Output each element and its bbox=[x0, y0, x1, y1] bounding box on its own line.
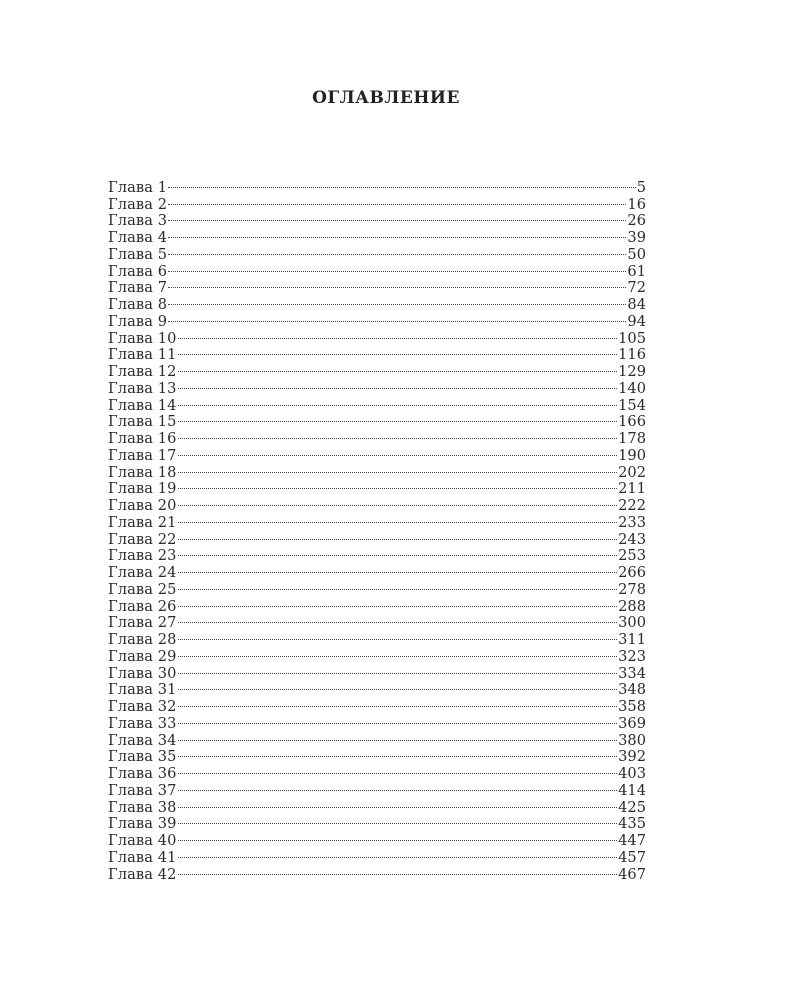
toc-dot-leader bbox=[178, 527, 618, 544]
toc-entry[interactable] bbox=[108, 493, 646, 510]
toc-entry-page-number: 348 bbox=[618, 681, 646, 695]
toc-dot-leader bbox=[178, 460, 618, 477]
toc-entry[interactable] bbox=[108, 711, 646, 728]
toc-dot-leader bbox=[178, 812, 618, 829]
toc-entry-label: Глава 39 bbox=[108, 815, 177, 829]
toc-entry-page-number: 243 bbox=[618, 530, 646, 544]
toc-dot-leader bbox=[178, 410, 618, 427]
toc-entry-label: Глава 11 bbox=[108, 346, 177, 360]
toc-dot-leader bbox=[178, 326, 618, 343]
toc-entry-page-number: 300 bbox=[618, 614, 646, 628]
toc-entry-page-number: 447 bbox=[618, 832, 646, 845]
toc-entry-page-number: 166 bbox=[618, 413, 646, 427]
toc-dot-leader bbox=[178, 845, 618, 862]
toc-entry-page-number: 116 bbox=[618, 346, 646, 360]
toc-entry[interactable] bbox=[108, 560, 646, 577]
toc-entry-page-number: 94 bbox=[627, 312, 646, 326]
toc-entry-label: Глава 32 bbox=[108, 698, 177, 711]
toc-entry-label: Глава 9 bbox=[108, 312, 168, 326]
toc-entry[interactable] bbox=[108, 862, 646, 879]
toc-entry-label: Глава 13 bbox=[108, 379, 177, 393]
toc-entry[interactable] bbox=[108, 778, 646, 795]
toc-entry[interactable] bbox=[108, 359, 646, 376]
toc-dot-leader bbox=[178, 393, 618, 410]
toc-entry-label: Глава 28 bbox=[108, 631, 177, 644]
toc-entry-label: Глава 29 bbox=[108, 647, 177, 661]
toc-entry-page-number: 26 bbox=[627, 212, 646, 226]
toc-dot-leader bbox=[178, 711, 618, 728]
toc-entry[interactable] bbox=[108, 678, 646, 695]
toc-entry-label: Глава 34 bbox=[108, 731, 177, 745]
toc-dot-leader bbox=[168, 276, 626, 293]
toc-dot-leader bbox=[178, 477, 618, 494]
toc-entry[interactable] bbox=[108, 728, 646, 745]
toc-entry[interactable] bbox=[108, 292, 646, 309]
toc-dot-leader bbox=[178, 426, 618, 443]
toc-entry-label: Глава 37 bbox=[108, 781, 177, 795]
toc-dot-leader bbox=[178, 560, 618, 577]
toc-dot-leader bbox=[178, 728, 618, 745]
toc-dot-leader bbox=[178, 577, 618, 594]
toc-entry-label: Глава 1 bbox=[108, 178, 168, 192]
toc-entry-label: Глава 16 bbox=[108, 430, 177, 443]
toc-dot-leader bbox=[178, 611, 618, 628]
toc-dot-leader bbox=[168, 309, 626, 326]
toc-entry[interactable] bbox=[108, 644, 646, 661]
toc-entry-label: Глава 19 bbox=[108, 480, 177, 494]
toc-dot-leader bbox=[168, 192, 626, 209]
toc-entry-label: Глава 10 bbox=[108, 329, 177, 343]
toc-entry-page-number: 266 bbox=[618, 564, 646, 577]
toc-dot-leader bbox=[178, 795, 618, 812]
toc-entry-page-number: 140 bbox=[618, 379, 646, 393]
toc-entry-label: Глава 38 bbox=[108, 798, 177, 812]
toc-entry-page-number: 392 bbox=[618, 748, 646, 762]
toc-entry-label: Глава 33 bbox=[108, 714, 177, 728]
toc-entry-label: Глава 14 bbox=[108, 396, 177, 410]
toc-entry[interactable] bbox=[108, 393, 646, 410]
toc-entry[interactable] bbox=[108, 343, 646, 360]
toc-entry-page-number: 129 bbox=[618, 363, 646, 376]
toc-entry-page-number: 39 bbox=[627, 229, 646, 242]
toc-entry[interactable] bbox=[108, 761, 646, 778]
toc-entry-label: Глава 30 bbox=[108, 664, 177, 678]
toc-entry[interactable] bbox=[108, 594, 646, 611]
toc-entry[interactable] bbox=[108, 828, 646, 845]
toc-entry[interactable] bbox=[108, 845, 646, 862]
toc-entry-page-number: 72 bbox=[627, 279, 646, 293]
toc-dot-leader bbox=[178, 661, 618, 678]
toc-entry[interactable] bbox=[108, 460, 646, 477]
toc-entry-page-number: 403 bbox=[618, 765, 646, 778]
table-of-contents bbox=[108, 175, 646, 879]
toc-entry[interactable] bbox=[108, 477, 646, 494]
toc-entry-page-number: 414 bbox=[618, 781, 646, 795]
toc-entry[interactable] bbox=[108, 443, 646, 460]
toc-dot-leader bbox=[178, 678, 618, 695]
toc-entry-label: Глава 40 bbox=[108, 832, 177, 845]
toc-entry-label: Глава 22 bbox=[108, 530, 177, 544]
toc-dot-leader bbox=[178, 644, 618, 661]
toc-entry-label: Глава 15 bbox=[108, 413, 177, 427]
toc-entry[interactable] bbox=[108, 577, 646, 594]
toc-entry-page-number: 323 bbox=[618, 647, 646, 661]
toc-entry-page-number: 84 bbox=[627, 296, 646, 309]
toc-dot-leader bbox=[178, 376, 618, 393]
toc-entry-label: Глава 23 bbox=[108, 547, 177, 561]
toc-entry[interactable] bbox=[108, 276, 646, 293]
toc-entry-page-number: 154 bbox=[618, 396, 646, 410]
toc-entry-page-number: 425 bbox=[618, 798, 646, 812]
toc-dot-leader bbox=[178, 745, 618, 762]
toc-entry-page-number: 278 bbox=[618, 580, 646, 594]
toc-entry-label: Глава 41 bbox=[108, 848, 177, 862]
toc-dot-leader bbox=[178, 359, 618, 376]
toc-entry[interactable] bbox=[108, 410, 646, 427]
toc-entry-label: Глава 4 bbox=[108, 229, 168, 242]
toc-entry-page-number: 16 bbox=[627, 195, 646, 209]
toc-entry[interactable] bbox=[108, 426, 646, 443]
toc-dot-leader bbox=[168, 242, 626, 259]
toc-entry-label: Глава 2 bbox=[108, 195, 168, 209]
toc-entry[interactable] bbox=[108, 242, 646, 259]
toc-entry[interactable] bbox=[108, 627, 646, 644]
toc-entry-label: Глава 42 bbox=[108, 865, 177, 879]
toc-entry-label: Глава 7 bbox=[108, 279, 168, 293]
toc-entry-page-number: 467 bbox=[618, 865, 646, 879]
toc-entry[interactable] bbox=[108, 611, 646, 628]
toc-entry-label: Глава 24 bbox=[108, 564, 177, 577]
toc-dot-leader bbox=[178, 343, 618, 360]
toc-entry-label: Глава 6 bbox=[108, 262, 168, 276]
toc-entry-label: Глава 35 bbox=[108, 748, 177, 762]
toc-entry-label: Глава 26 bbox=[108, 597, 177, 611]
toc-entry-page-number: 334 bbox=[618, 664, 646, 678]
toc-dot-leader bbox=[168, 225, 626, 242]
toc-entry[interactable] bbox=[108, 225, 646, 242]
toc-entry-page-number: 435 bbox=[618, 815, 646, 829]
toc-entry-page-number: 61 bbox=[627, 262, 646, 276]
toc-entry-page-number: 105 bbox=[618, 329, 646, 343]
toc-entry-label: Глава 8 bbox=[108, 296, 168, 309]
toc-entry-label: Глава 27 bbox=[108, 614, 177, 628]
toc-dot-leader bbox=[178, 761, 618, 778]
toc-entry[interactable] bbox=[108, 745, 646, 762]
toc-entry[interactable] bbox=[108, 661, 646, 678]
toc-entry-label: Глава 3 bbox=[108, 212, 168, 226]
toc-entry-page-number: 211 bbox=[618, 480, 646, 494]
toc-entry[interactable] bbox=[108, 309, 646, 326]
toc-entry[interactable] bbox=[108, 209, 646, 226]
toc-dot-leader bbox=[168, 259, 626, 276]
toc-entry-page-number: 369 bbox=[618, 714, 646, 728]
toc-entry-page-number: 358 bbox=[618, 698, 646, 711]
toc-entry-label: Глава 36 bbox=[108, 765, 177, 778]
toc-dot-leader bbox=[178, 443, 618, 460]
toc-entry[interactable] bbox=[108, 812, 646, 829]
toc-entry-label: Глава 17 bbox=[108, 446, 177, 460]
toc-entry[interactable] bbox=[108, 544, 646, 561]
toc-dot-leader bbox=[178, 544, 618, 561]
toc-dot-leader bbox=[178, 694, 618, 711]
toc-dot-leader bbox=[178, 594, 618, 611]
toc-dot-leader bbox=[168, 209, 626, 226]
toc-entry[interactable] bbox=[108, 326, 646, 343]
toc-entry[interactable] bbox=[108, 259, 646, 276]
toc-entry[interactable] bbox=[108, 795, 646, 812]
toc-entry-page-number: 202 bbox=[618, 463, 646, 477]
toc-entry-page-number: 190 bbox=[618, 446, 646, 460]
toc-dot-leader bbox=[178, 493, 618, 510]
toc-entry-page-number: 380 bbox=[618, 731, 646, 745]
toc-entry-page-number: 253 bbox=[618, 547, 646, 561]
toc-entry-page-number: 233 bbox=[618, 513, 646, 527]
toc-entry-page-number: 222 bbox=[618, 497, 646, 510]
toc-dot-leader bbox=[178, 510, 618, 527]
toc-dot-leader bbox=[168, 175, 636, 192]
toc-entry-page-number: 178 bbox=[618, 430, 646, 443]
toc-dot-leader bbox=[178, 862, 618, 879]
toc-dot-leader bbox=[178, 627, 618, 644]
toc-dot-leader bbox=[178, 828, 618, 845]
toc-entry-label: Глава 12 bbox=[108, 363, 177, 376]
toc-entry-label: Глава 5 bbox=[108, 245, 168, 259]
toc-entry-page-number: 288 bbox=[618, 597, 646, 611]
toc-entry[interactable] bbox=[108, 376, 646, 393]
toc-entry[interactable] bbox=[108, 510, 646, 527]
toc-entry[interactable] bbox=[108, 192, 646, 209]
toc-entry-label: Глава 31 bbox=[108, 681, 177, 695]
toc-entry[interactable] bbox=[108, 175, 646, 192]
toc-entry-label: Глава 18 bbox=[108, 463, 177, 477]
toc-entry-page-number: 311 bbox=[618, 631, 646, 644]
toc-entry-page-number: 5 bbox=[636, 178, 646, 192]
toc-entry-label: Глава 20 bbox=[108, 497, 177, 510]
toc-entry-label: Глава 21 bbox=[108, 513, 177, 527]
toc-entry-page-number: 50 bbox=[627, 245, 646, 259]
toc-dot-leader bbox=[178, 778, 618, 795]
toc-entry-page-number: 457 bbox=[618, 848, 646, 862]
toc-entry[interactable] bbox=[108, 694, 646, 711]
toc-dot-leader bbox=[168, 292, 626, 309]
toc-entry-label: Глава 25 bbox=[108, 580, 177, 594]
toc-entry[interactable] bbox=[108, 527, 646, 544]
page-title: ОГЛАВЛЕНИЕ bbox=[312, 88, 460, 108]
